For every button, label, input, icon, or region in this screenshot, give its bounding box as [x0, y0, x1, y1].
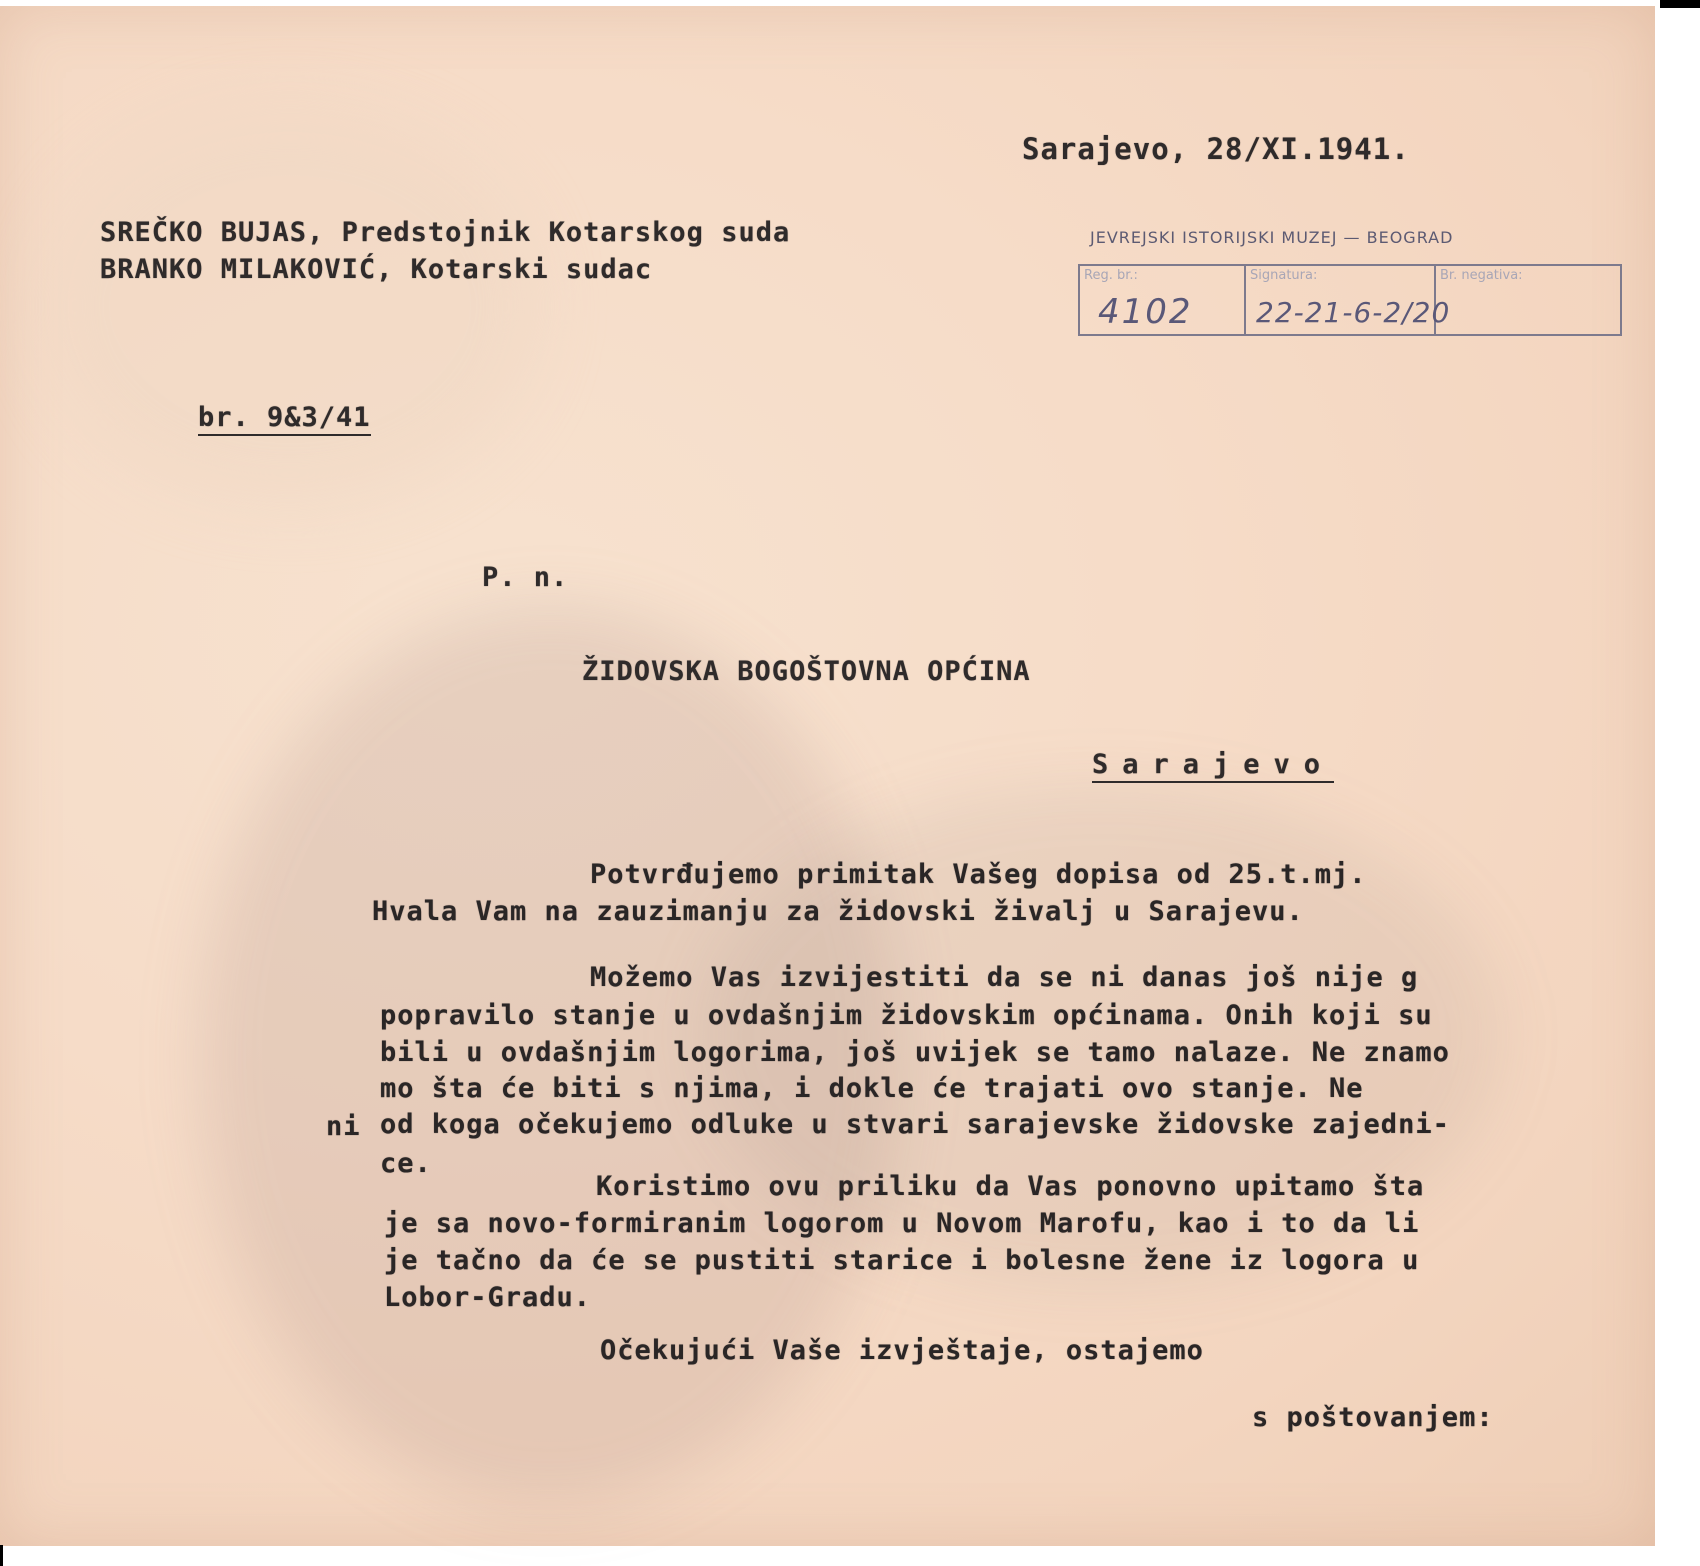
- signature-label: Signatura:: [1250, 268, 1318, 283]
- sender-line-2: BRANKO MILAKOVIĆ, Kotarski sudac: [100, 254, 653, 285]
- paragraph-2-line-2: popravilo stanje u ovdašnjim židovskim općinama. Onih koji su: [380, 1000, 1433, 1031]
- recipient-name: ŽIDOVSKA BOGOŠTOVNA OPĆINA: [582, 656, 1031, 687]
- paragraph-2-line-5-margin: ni: [326, 1111, 361, 1142]
- paragraph-1-line-2: Hvala Vam na zauzimanju za židovski živalj u Sarajevu.: [372, 896, 1304, 927]
- paragraph-2-line-6: ce.: [380, 1148, 432, 1179]
- stamp-box: [1078, 264, 1622, 336]
- scan-edge-mark: [0, 1545, 3, 1566]
- paragraph-3-line-1: Koristimo ovu priliku da Vas ponovno upitamo šta: [596, 1171, 1425, 1202]
- paragraph-2-line-5: od koga očekujemo odluke u stvari sarajevske židovske zajedni-: [380, 1109, 1450, 1140]
- reference-number: [198, 402, 371, 433]
- closing-line-2: s poštovanjem:: [1252, 1402, 1494, 1433]
- reference-number-text: br. 9&3/41: [198, 402, 371, 436]
- paragraph-3-line-2: je sa novo-formiranim logorom u Novom Marofu, kao i to da li: [384, 1208, 1420, 1239]
- date-line: Sarajevo, 28/XI.1941.: [1022, 132, 1410, 166]
- reg-value: 4102: [1098, 292, 1193, 332]
- salutation: P. n.: [482, 562, 569, 593]
- paragraph-3-line-3: je tačno da će se pustiti starice i bolesne žene iz logora u: [384, 1245, 1420, 1276]
- museum-registration-stamp: [1078, 224, 1626, 344]
- paragraph-1-line-1: Potvrđujemo primitak Vašeg dopisa od 25.t.mj.: [590, 859, 1367, 890]
- negative-label: Br. negativa:: [1440, 268, 1523, 283]
- reg-label: Reg. br.:: [1084, 268, 1138, 283]
- stamp-cell-reg: [1080, 266, 1246, 334]
- paragraph-2-line-4: mo šta će biti s njima, i dokle će trajati ovo stanje. Ne: [380, 1073, 1364, 1104]
- document-page: [0, 6, 1657, 1546]
- paragraph-2-line-1: Možemo Vas izvijestiti da se ni danas još nije g: [590, 962, 1419, 993]
- scan-edge-mark: [1660, 0, 1700, 8]
- signature-value: 22-21-6-2/20: [1256, 296, 1451, 329]
- closing-line-1: Očekujući Vaše izvještaje, ostajemo: [600, 1335, 1204, 1366]
- stamp-cell-negative: [1436, 266, 1620, 334]
- stamp-cell-signature: [1246, 266, 1451, 334]
- paper-stain: [40, 106, 540, 506]
- scan-margin: [1655, 0, 1700, 1566]
- sender-line-1: SREČKO BUJAS, Predstojnik Kotarskog suda: [100, 217, 791, 248]
- paragraph-3-line-4: Lobor-Gradu.: [384, 1282, 592, 1313]
- paragraph-2-line-3: bili u ovdašnjim logorima, još uvijek se tamo nalaze. Ne znamo: [380, 1037, 1450, 1068]
- recipient-city: Sarajevo: [1092, 749, 1334, 783]
- stamp-title: JEVREJSKI ISTORIJSKI MUZEJ — BEOGRAD: [1090, 228, 1454, 247]
